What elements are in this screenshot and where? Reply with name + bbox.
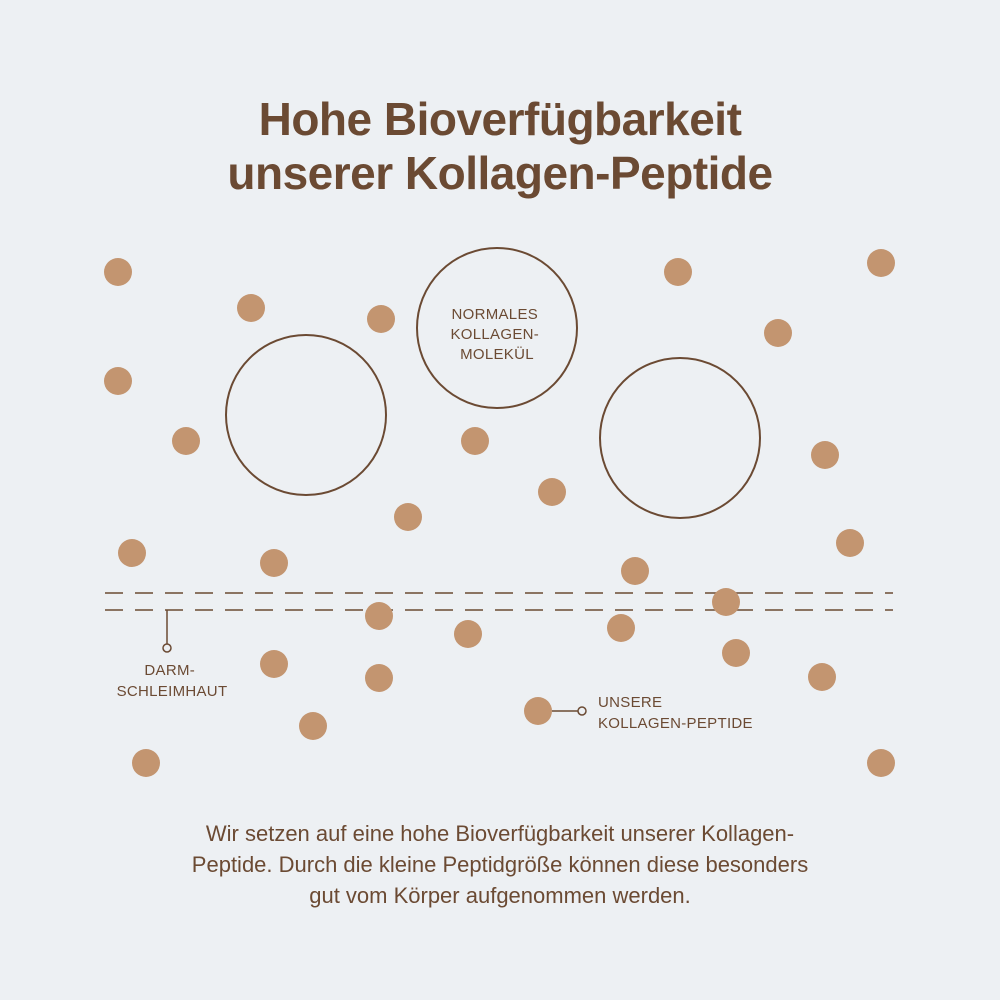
peptide-dot (260, 650, 288, 678)
peptide-dot (237, 294, 265, 322)
peptide-dot (260, 549, 288, 577)
peptide-label-line-1: UNSERE (598, 694, 663, 711)
peptide-dot (299, 712, 327, 740)
peptide-dot (365, 664, 393, 692)
molecule-label (450, 306, 543, 363)
peptide-label-line-2: KOLLAGEN-PEPTIDE (598, 715, 753, 732)
peptide-dot (118, 539, 146, 567)
peptide-dot (764, 319, 792, 347)
peptide-dot (172, 427, 200, 455)
peptide-dot (664, 258, 692, 286)
peptide-dot (811, 441, 839, 469)
peptide-dot (607, 614, 635, 642)
molecule-label-line-1: NORMALES (451, 306, 539, 323)
caption-line-1: Wir setzen auf eine hohe Bioverfügbarkeit unserer Kollagen- (205, 821, 795, 846)
title-line-2: unserer Kollagen-Peptide (227, 147, 773, 199)
molecule-label-line-3: MOLEKÜL (460, 346, 534, 363)
peptide-dot (722, 639, 750, 667)
caption-line-2: Peptide. Durch die kleine Peptidgröße können diese besonders (191, 852, 809, 877)
membrane-label-line-2: SCHLEIMHAUT (116, 683, 228, 700)
peptide-dot (461, 427, 489, 455)
peptide-dot (104, 367, 132, 395)
membrane-callout-dot (163, 644, 171, 652)
caption-text (100, 818, 900, 911)
large-molecule-right (600, 358, 760, 518)
peptide-dot (538, 478, 566, 506)
peptide-dot (621, 557, 649, 585)
peptide-dot (524, 697, 552, 725)
title-line-1: Hohe Bioverfügbarkeit (258, 93, 742, 145)
large-molecule-left (226, 335, 386, 495)
peptide-label (598, 694, 753, 732)
peptide-dot (367, 305, 395, 333)
membrane-label (117, 662, 228, 700)
peptide-dot (394, 503, 422, 531)
peptide-dot (867, 249, 895, 277)
peptide-dot (132, 749, 160, 777)
peptide-dot (104, 258, 132, 286)
peptide-callout-dot (578, 707, 586, 715)
peptide-dot (808, 663, 836, 691)
membrane-label-line-1: DARM- (144, 662, 196, 679)
peptide-dot (867, 749, 895, 777)
peptide-dot (365, 602, 393, 630)
peptide-dot (836, 529, 864, 557)
peptide-dot (454, 620, 482, 648)
molecule-label-line-2: KOLLAGEN- (450, 326, 540, 343)
peptide-dot (712, 588, 740, 616)
caption-line-3: gut vom Körper aufgenommen werden. (309, 883, 691, 908)
